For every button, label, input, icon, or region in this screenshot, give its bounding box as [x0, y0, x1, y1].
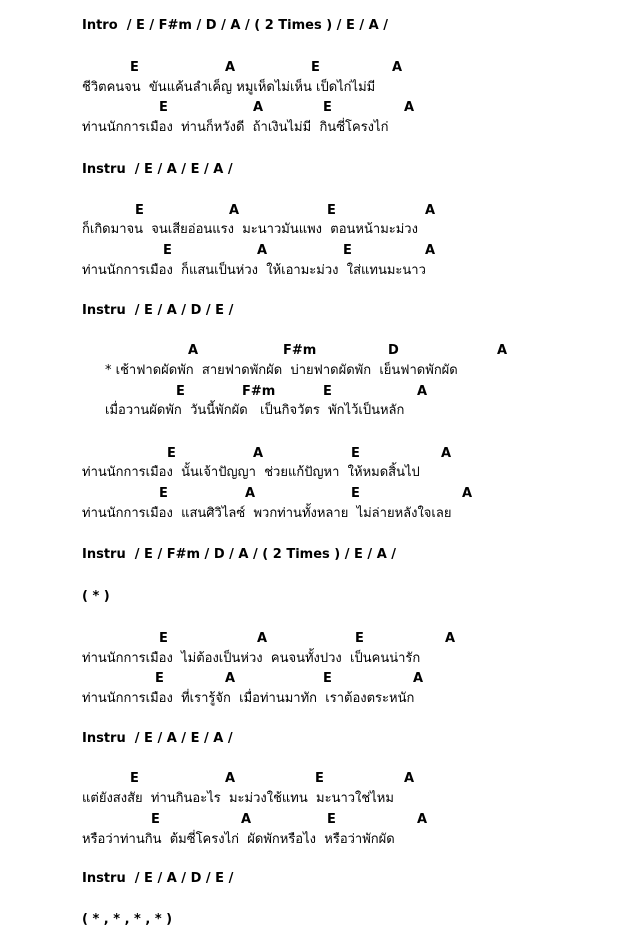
lyric-line: ท่านนักการเมือง ก็แสนเป็นห่วง ให้เอามะม่วง ใส่แทนมะนาว	[82, 263, 426, 278]
lyric-line: ท่านนักการเมือง แสนศิวิไลซ์ พวกท่านทั้งหลาย ไม่ล่ายหลังใจเลย	[82, 506, 452, 521]
chord: F#m	[283, 343, 317, 358]
chord: A	[188, 343, 199, 358]
lyric-line: ท่านนักการเมือง ท่านก็หวังดี ถ้าเงินไม่มี กินซี่โครงไก่	[82, 120, 389, 135]
instru-line: Instru / E / A / D / E /	[82, 871, 234, 886]
lyric-line: ท่านนักการเมือง ไม่ต้องเป็นห่วง คนจนทั้งปวง เป็นคนน่ารัก	[82, 651, 421, 666]
chord: A	[413, 671, 424, 686]
chord: E	[135, 203, 144, 218]
chord: E	[327, 812, 336, 827]
chord: E	[130, 60, 139, 75]
chord: A	[425, 203, 436, 218]
chord: A	[257, 631, 268, 646]
chord: E	[343, 243, 352, 258]
chord: E	[323, 384, 332, 399]
lyric-line: ท่านนักการเมือง ที่เรารู้จัก เมื่อท่านมาทัก เราต้องตระหนัก	[82, 691, 415, 706]
chord: E	[327, 203, 336, 218]
chord: A	[441, 446, 452, 461]
chord: A	[253, 100, 264, 115]
chord: E	[159, 486, 168, 501]
chord: A	[392, 60, 403, 75]
lyric-line: ก็เกิดมาจน จนเสียอ่อนแรง มะนาวมันแพง ตอนหน้ามะม่วง	[82, 222, 418, 237]
intro-line: Intro / E / F#m / D / A / ( 2 Times ) / E / A /	[82, 18, 388, 33]
chord: A	[225, 671, 236, 686]
chord: F#m	[242, 384, 276, 399]
chord: A	[417, 812, 428, 827]
chord: A	[245, 486, 256, 501]
chord: A	[497, 343, 508, 358]
chord: A	[253, 446, 264, 461]
chord: E	[151, 812, 160, 827]
chord: E	[176, 384, 185, 399]
chord: A	[462, 486, 473, 501]
chord: E	[311, 60, 320, 75]
lyric-line: * เช้าฟาดผัดพัก สายฟาดพักผัด บ่ายฟาดผัดพัก เย็นฟาดพักผัด	[105, 363, 458, 378]
chord: E	[167, 446, 176, 461]
instru-line: Instru / E / A / D / E /	[82, 303, 234, 318]
chord: E	[323, 100, 332, 115]
chord: E	[130, 771, 139, 786]
chord: E	[159, 100, 168, 115]
chord: A	[404, 100, 415, 115]
chord: E	[163, 243, 172, 258]
chord: E	[351, 446, 360, 461]
chord: E	[351, 486, 360, 501]
chord: A	[225, 771, 236, 786]
lyric-line: แต่ยังสงสัย ท่านกินอะไร มะม่วงใช้แทน มะนาวใช่ไหม	[82, 791, 394, 806]
chord: A	[417, 384, 428, 399]
chord: A	[404, 771, 415, 786]
repeat-marker: ( * )	[82, 589, 110, 604]
chord: E	[159, 631, 168, 646]
chord: A	[225, 60, 236, 75]
lyric-line: หรือว่าท่านกิน ต้มซี่โครงไก่ ผัดพักหรือไง หรือว่าพักผัด	[82, 832, 395, 847]
chord: A	[229, 203, 240, 218]
chord: A	[241, 812, 252, 827]
chord: E	[355, 631, 364, 646]
chord: D	[388, 343, 399, 358]
instru-line: Instru / E / A / E / A /	[82, 731, 233, 746]
lyric-line: ชีวิตคนจน ขันแค้นลำเค็ญ หมูเห็ดไม่เห็น เป็ดไก่ไม่มี	[82, 80, 376, 95]
instru-line: Instru / E / F#m / D / A / ( 2 Times ) / E / A /	[82, 547, 397, 562]
chord: E	[155, 671, 164, 686]
lyric-line: ท่านนักการเมือง นั้นเจ้าปัญญา ช่วยแก้ปัญหา ให้หมดสิ้นไป	[82, 465, 420, 480]
repeat-marker: ( * , * , * , * )	[82, 912, 173, 927]
chord: A	[445, 631, 456, 646]
chord: E	[315, 771, 324, 786]
lyric-line: เมื่อวานผัดพัก วันนี้พักผัด เป็นกิจวัตร พักไว้เป็นหลัก	[105, 403, 405, 418]
chord: A	[425, 243, 436, 258]
chord: E	[323, 671, 332, 686]
chord: A	[257, 243, 268, 258]
instru-line: Instru / E / A / E / A /	[82, 162, 233, 177]
